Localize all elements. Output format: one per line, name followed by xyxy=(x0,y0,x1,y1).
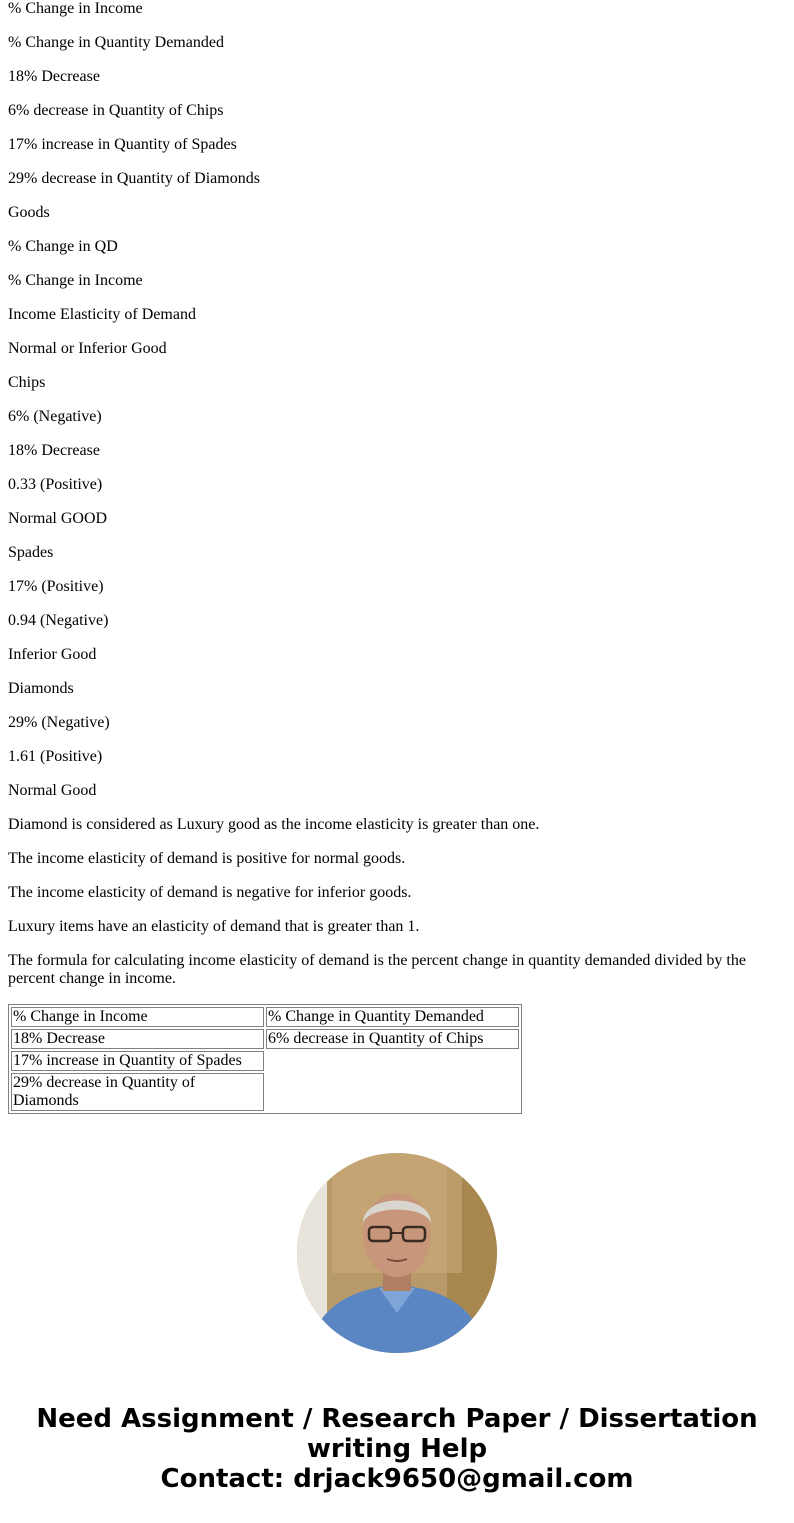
paragraph: % Change in Quantity Demanded xyxy=(8,34,224,51)
paragraph: % Change in Income xyxy=(8,272,143,289)
paragraph: Diamond is considered as Luxury good as the income elasticity is greater than one. xyxy=(8,816,540,833)
cta-line-1: Need Assignment / Research Paper / Dissertation xyxy=(36,1404,758,1434)
paragraph: 1.61 (Positive) xyxy=(8,748,103,765)
table-cell-empty xyxy=(266,1051,519,1071)
paragraph: Luxury items have an elasticity of demand that is greater than 1. xyxy=(8,918,420,935)
cta-contact-email: Contact: drjack9650@gmail.com xyxy=(160,1464,634,1494)
paragraph: 0.94 (Negative) xyxy=(8,612,109,629)
paragraph: Normal Good xyxy=(8,782,97,799)
paragraph: 6% (Negative) xyxy=(8,408,102,425)
table-cell: % Change in Quantity Demanded xyxy=(266,1007,519,1027)
table-cell: % Change in Income xyxy=(11,1007,264,1027)
paragraph: Normal GOOD xyxy=(8,510,108,527)
table-row xyxy=(11,1051,519,1071)
paragraph: Goods xyxy=(8,204,50,221)
paragraph: The formula for calculating income elasticity of demand is the percent change in quantity demanded divided by the percent change in income. xyxy=(8,952,746,987)
table-cell: 18% Decrease xyxy=(11,1029,264,1049)
paragraph: 0.33 (Positive) xyxy=(8,476,103,493)
paragraph: The income elasticity of demand is positive for normal goods. xyxy=(8,850,406,867)
paragraph: 29% decrease in Quantity of Diamonds xyxy=(8,170,260,187)
paragraph: 29% (Negative) xyxy=(8,714,110,731)
paragraph: Diamonds xyxy=(8,680,74,697)
table-cell: 29% decrease in Quantity of Diamonds xyxy=(11,1073,264,1111)
paragraph: Income Elasticity of Demand xyxy=(8,306,196,323)
paragraph: 18% Decrease xyxy=(8,442,100,459)
paragraph: % Change in Income xyxy=(8,0,143,17)
paragraph: 6% decrease in Quantity of Chips xyxy=(8,102,224,119)
table-cell-empty xyxy=(266,1073,519,1111)
table-row xyxy=(11,1073,519,1111)
paragraph: Chips xyxy=(8,374,46,391)
contact-banner xyxy=(0,1404,794,1494)
paragraph: 18% Decrease xyxy=(8,68,100,85)
paragraph: 17% (Positive) xyxy=(8,578,104,595)
paragraph: % Change in QD xyxy=(8,238,118,255)
paragraph: Spades xyxy=(8,544,54,561)
photo-left-wall xyxy=(297,1153,327,1353)
income-change-table xyxy=(8,1004,522,1114)
table-cell: 6% decrease in Quantity of Chips xyxy=(266,1029,519,1049)
table-row xyxy=(11,1029,519,1049)
paragraph: Inferior Good xyxy=(8,646,97,663)
author-photo-icon xyxy=(297,1153,497,1353)
paragraph: 17% increase in Quantity of Spades xyxy=(8,136,237,153)
cta-line-2: writing Help xyxy=(306,1434,488,1464)
document-body xyxy=(8,0,778,1114)
table-cell: 17% increase in Quantity of Spades xyxy=(11,1051,264,1071)
author-avatar xyxy=(297,1153,497,1353)
paragraph: Normal or Inferior Good xyxy=(8,340,167,357)
paragraph: The income elasticity of demand is negative for inferior goods. xyxy=(8,884,412,901)
table-row xyxy=(11,1007,519,1027)
